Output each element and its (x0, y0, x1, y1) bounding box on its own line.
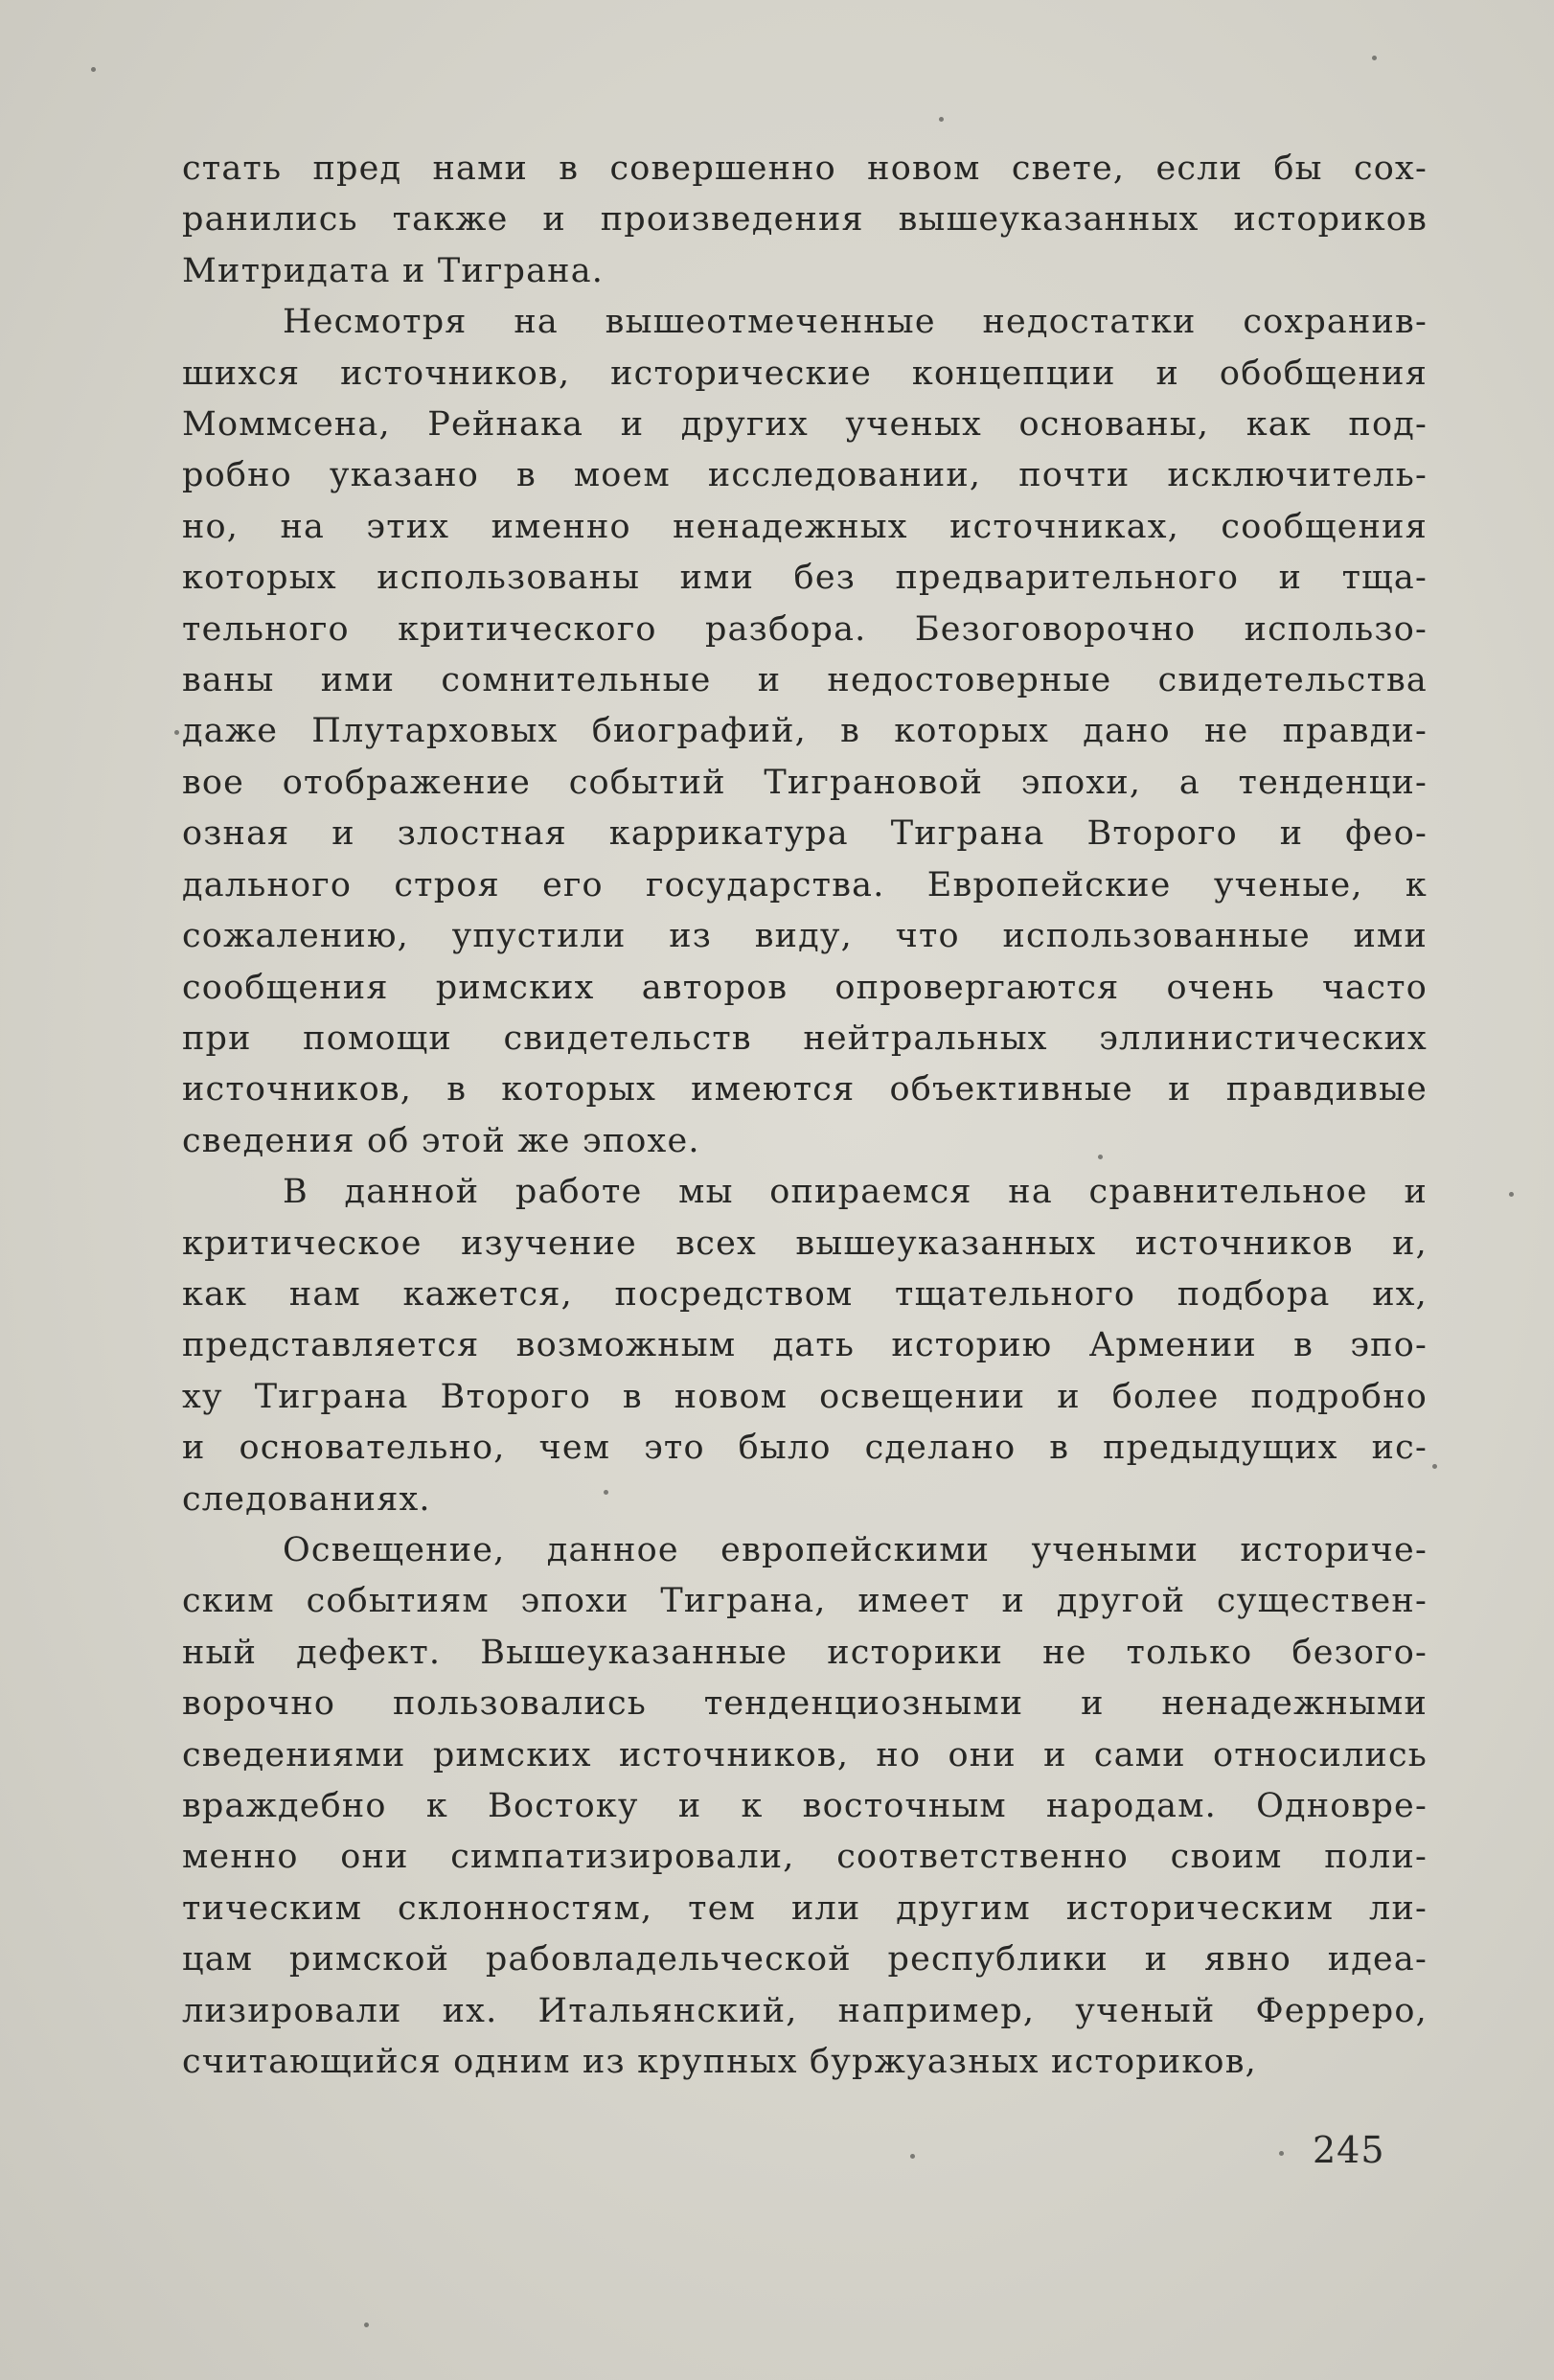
text-line: как нам кажется, посредством тщательного подбора их, (182, 1274, 1428, 1314)
text-line: следованиях. (182, 1479, 431, 1519)
text-line: тическим склонностям, тем или другим историческим ли- (182, 1888, 1428, 1928)
paper-speck (939, 117, 944, 122)
text-line: озная и злостная каррикатура Тиграна Второго и фео- (182, 814, 1428, 854)
text-line: шихся источников, исторические концепции и обобщения (182, 354, 1428, 393)
text-line: вое отображение событий Тиграновой эпохи, а тенденци- (182, 763, 1428, 802)
text-line: ским событиям эпохи Тиграна, имеет и другой существен- (182, 1582, 1428, 1621)
text-line: дального строя его государства. Европейские ученые, к (182, 865, 1428, 904)
paragraph (182, 297, 1428, 1167)
text-line: представляется возможным дать историю Армении в эпо- (182, 1326, 1428, 1365)
page-number: 245 (1313, 2129, 1385, 2171)
text-line: но, на этих именно ненадежных источниках, сообщения (182, 507, 1428, 546)
text-line: стать пред нами в совершенно новом свете, если бы сох- (182, 149, 1428, 188)
text-line: сведениями римских источников, но они и сами относились (182, 1735, 1428, 1774)
text-line: Несмотря на вышеотмеченные недостатки сохранив- (283, 303, 1428, 342)
paper-speck (174, 730, 179, 735)
text-line: даже Плутарховых биографий, в которых дано не правди- (182, 712, 1428, 751)
text-line: которых использованы ими без предварительного и тща- (182, 559, 1428, 598)
text-line: ный дефект. Вышеуказанные историки не только безого- (182, 1633, 1428, 1672)
paragraph (182, 144, 1428, 297)
text-line: робно указано в моем исследовании, почти исключитель- (182, 456, 1428, 495)
text-line: критическое изучение всех вышеуказанных источников и, (182, 1224, 1428, 1263)
text-line: менно они симпатизировали, соответственно своим поли- (182, 1838, 1428, 1877)
paper-speck (364, 2323, 369, 2327)
text-line: сообщения римских авторов опровергаются очень часто (182, 968, 1428, 1007)
paper-speck (91, 67, 96, 72)
text-line: источников, в которых имеются объективные и правдивые (182, 1070, 1428, 1110)
text-line: цам римской рабовладельческой республики и явно идеа- (182, 1940, 1428, 1980)
text-line: при помощи свидетельств нейтральных эллинистических (182, 1018, 1428, 1058)
text-line: тельного критического разбора. Безоговорочно использо- (182, 609, 1428, 649)
paper-speck (1279, 2151, 1284, 2156)
text-line: Митридата и Тиграна. (182, 251, 605, 290)
text-line: сведения об этой же эпохе. (182, 1121, 700, 1160)
paper-speck (910, 2154, 915, 2159)
paragraph (182, 1167, 1428, 1525)
text-line: ху Тиграна Второго в новом освещении и более подробно (182, 1377, 1428, 1416)
paragraph (182, 1525, 1428, 2088)
text-line: ранились также и произведения вышеуказанных историков (182, 200, 1428, 240)
text-line: ваны ими сомнительные и недостоверные свидетельства (182, 661, 1428, 700)
text-line: Моммсена, Рейнака и других ученых основаны, как под- (182, 405, 1428, 445)
text-line: Освещение, данное европейскими учеными историче- (283, 1530, 1428, 1569)
paper-speck (1509, 1192, 1514, 1197)
paper-speck (1432, 1464, 1437, 1469)
text-line: сожалению, упустили из виду, что использованные ими (182, 917, 1428, 956)
text-line: враждебно к Востоку и к восточным народам. Одновре- (182, 1787, 1428, 1825)
text-line: считающийся одним из крупных буржуазных историков, (182, 2043, 1257, 2082)
main-text (182, 144, 1428, 2088)
text-line: ворочно пользовались тенденциозными и ненадежными (182, 1684, 1428, 1724)
text-line: и основательно, чем это было сделано в предыдущих ис- (182, 1429, 1428, 1468)
paper-speck (1372, 56, 1377, 60)
text-line: В данной работе мы опираемся на сравнительное и (283, 1173, 1428, 1212)
text-line: лизировали их. Итальянский, например, ученый Ферреро, (182, 1991, 1428, 2030)
